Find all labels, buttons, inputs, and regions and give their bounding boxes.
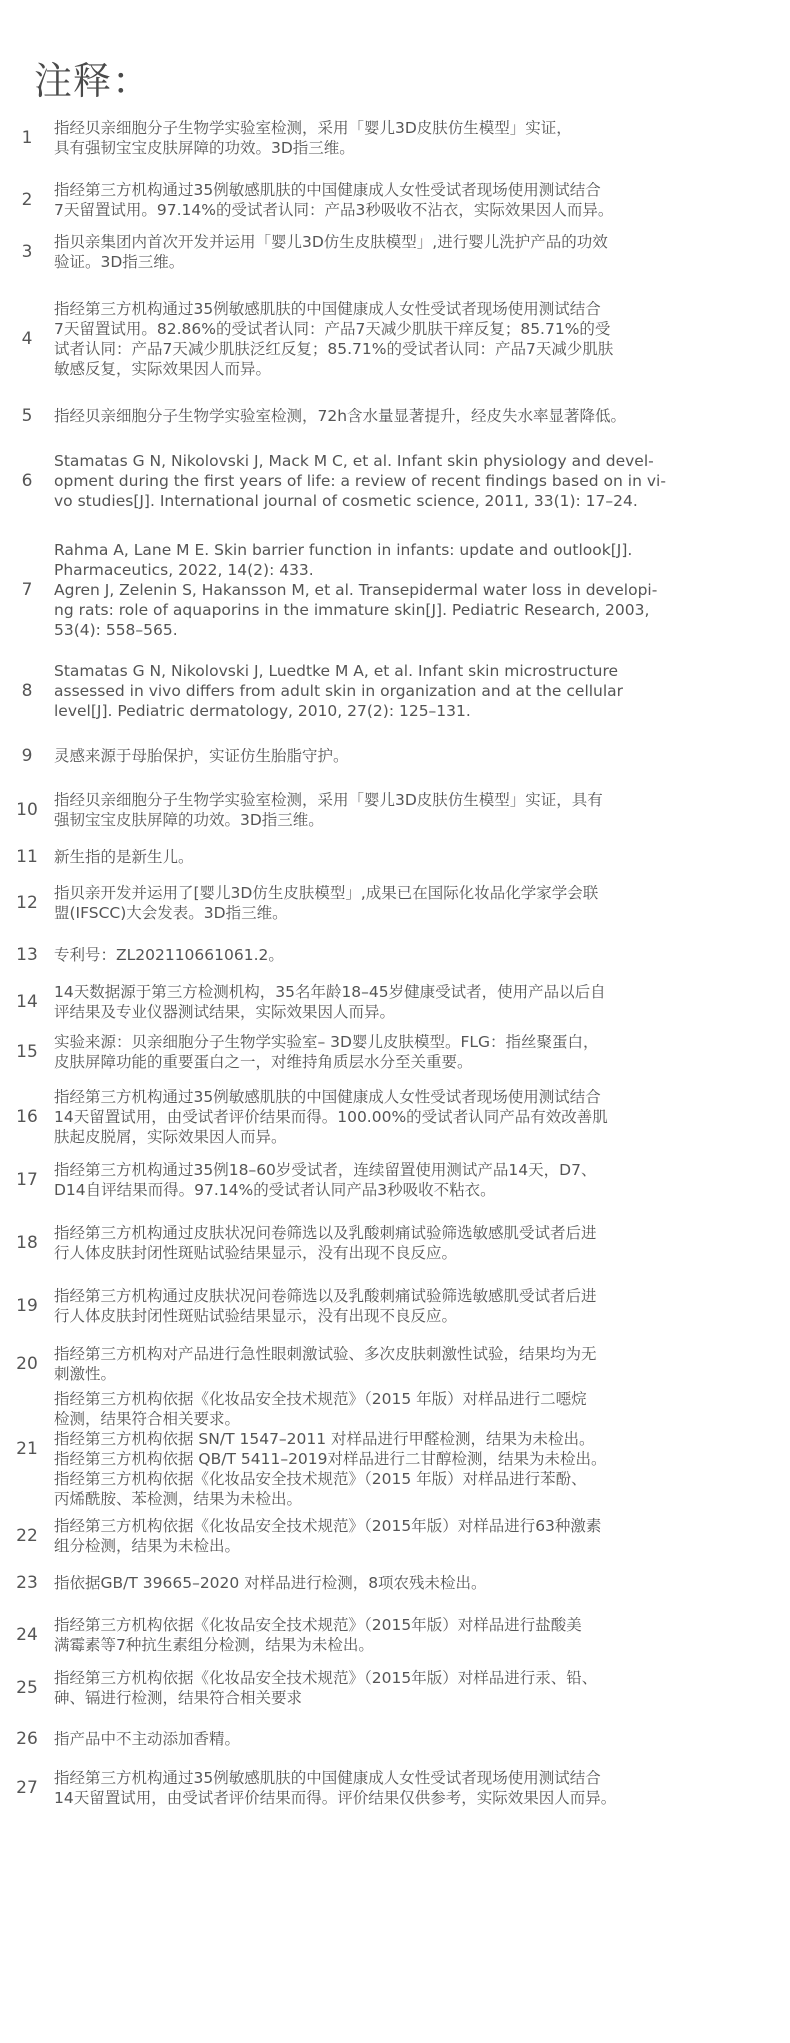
note-number: 14 <box>16 992 38 1012</box>
note-number: 4 <box>21 329 33 349</box>
note-item <box>0 232 790 272</box>
note-item <box>0 1087 790 1147</box>
note-text: Stamatas G N, Nikolovski J, Mack M C, et al. Infant skin physiology and devel- opment during the first years of life: a review of recent findings based on in vi- vo studies[J]. International journal of cosmetic science, 2011, 33(1): 17–24. <box>54 452 666 510</box>
note-number: 1 <box>21 128 33 148</box>
note-item <box>0 1573 790 1593</box>
note-item <box>0 299 790 379</box>
note-text: 指经贝亲细胞分子生物学实验室检测，采用「婴儿3D皮肤仿生模型」实证，具有 强韧宝宝皮肤屏障的功效。3D指三维。 <box>54 791 603 829</box>
note-item <box>0 790 790 830</box>
note-text: Stamatas G N, Nikolovski J, Luedtke M A, et al. Infant skin microstructure assessed in vivo differs from adult skin in organization and at the cellular level[J]. Pediatric dermatology, 2010, 27(2): 125–131. <box>54 662 624 720</box>
note-text: 指经贝亲细胞分子生物学实验室检测，采用「婴儿3D皮肤仿生模型」实证， 具有强韧宝宝皮肤屏障的功效。3D指三维。 <box>54 119 572 157</box>
note-item <box>0 1286 790 1326</box>
note-number: 15 <box>16 1042 38 1062</box>
note-text: Rahma A, Lane M E. Skin barrier function in infants: update and outlook[J]. Pharmaceutics, 2022, 14(2): 433. Agren J, Zelenin S, Hakansson M, et al. Transepidermal water loss in developi- ng rats: role of aquaporins in the immature skin[J]. Pediatric Research, 2003, 53(4): 558–565. <box>54 541 658 639</box>
note-text: 指经第三方机构依据《化妆品安全技术规范》（2015年版）对样品进行63种激素 组分检测，结果为未检出。 <box>54 1517 602 1555</box>
note-number: 27 <box>16 1778 38 1798</box>
note-item <box>0 945 790 965</box>
note-number: 3 <box>21 242 33 262</box>
note-number: 10 <box>16 800 38 820</box>
note-text: 灵感来源于母胎保护，实证仿生胎脂守护。 <box>54 747 349 765</box>
note-number: 2 <box>21 190 33 210</box>
note-number: 19 <box>16 1296 38 1316</box>
note-text: 指经第三方机构通过35例18–60岁受试者，连续留置使用测试产品14天，D7、 D14自评结果而得。97.14%的受试者认同产品3秒吸收不粘衣。 <box>54 1161 597 1199</box>
note-text: 指经第三方机构通过35例敏感肌肤的中国健康成人女性受试者现场使用测试结合 7天留置试用。82.86%的受试者认同：产品7天减少肌肤干痒反复；85.71%的受 试者认同：产品7天减少肌肤泛红反复；85.71%的受试者认同：产品7天减少肌肤 敏感反复，实际效果因人而异。 <box>54 300 614 378</box>
note-item <box>0 1615 790 1655</box>
note-text: 指经第三方机构通过皮肤状况问卷筛选以及乳酸刺痛试验筛选敏感肌受试者后进 行人体皮肤封闭性斑贴试验结果显示，没有出现不良反应。 <box>54 1287 597 1325</box>
note-text: 专利号：ZL202110661061.2。 <box>54 946 284 964</box>
note-text: 14天数据源于第三方检测机构，35名年龄18–45岁健康受试者，使用产品以后自 评结果及专业仪器测试结果，实际效果因人而异。 <box>54 983 606 1021</box>
note-item <box>0 1668 790 1708</box>
note-number: 16 <box>16 1107 38 1127</box>
note-number: 13 <box>16 945 38 965</box>
note-item <box>0 118 790 158</box>
note-text: 指贝亲集团内首次开发并运用「婴儿3D仿生皮肤模型」,进行婴儿洗护产品的功效 验证。3D指三维。 <box>54 233 608 271</box>
note-item <box>0 1223 790 1263</box>
note-item <box>0 1032 790 1072</box>
note-item <box>0 1729 790 1749</box>
note-number: 22 <box>16 1526 38 1546</box>
note-text: 指经第三方机构依据《化妆品安全技术规范》（2015年版）对样品进行盐酸美 满霉素等7种抗生素组分检测，结果为未检出。 <box>54 1616 582 1654</box>
note-text: 指经第三方机构通过35例敏感肌肤的中国健康成人女性受试者现场使用测试结合 14天留置试用，由受试者评价结果而得。评价结果仅供参考，实际效果因人而异。 <box>54 1769 617 1807</box>
page-title: 注释： <box>34 59 152 103</box>
note-number: 17 <box>16 1170 38 1190</box>
note-number: 24 <box>16 1625 38 1645</box>
note-item <box>0 883 790 923</box>
note-item <box>0 1344 790 1384</box>
note-item <box>0 406 790 426</box>
note-text: 指经第三方机构通过35例敏感肌肤的中国健康成人女性受试者现场使用测试结合 14天留置试用，由受试者评价结果而得。100.00%的受试者认同产品有效改善肌 肤起皮脱屑，实际效果因人而异。 <box>54 1088 608 1146</box>
note-text: 指经第三方机构依据《化妆品安全技术规范》（2015 年版）对样品进行二噁烷 检测，结果符合相关要求。 指经第三方机构依据 SN/T 1547–2011 对样品进行甲醛检测，结果为未检出。 指经第三方机构依据 QB/T 5411–2019对样品进行二甘醇检测，结果为未检出。 指经第三方机构依据《化妆品安全技术规范》（2015 年版）对样品进行苯酚、 丙烯酰胺、苯检测，结果为未检出。 <box>54 1390 607 1508</box>
note-number: 11 <box>16 847 38 867</box>
note-text: 新生指的是新生儿。 <box>54 848 194 866</box>
note-text: 指产品中不主动添加香精。 <box>54 1730 241 1748</box>
note-text: 指依据GB/T 39665–2020 对样品进行检测，8项农残未检出。 <box>54 1574 487 1592</box>
note-item <box>0 540 790 640</box>
note-number: 20 <box>16 1354 38 1374</box>
note-item <box>0 180 790 220</box>
note-text: 指经第三方机构依据《化妆品安全技术规范》（2015年版）对样品进行汞、铅、 砷、镉进行检测，结果符合相关要求 <box>54 1669 598 1707</box>
note-number: 8 <box>21 681 33 701</box>
note-item <box>0 746 790 766</box>
note-item <box>0 1389 790 1509</box>
note-text: 指经第三方机构对产品进行急性眼刺激试验、多次皮肤刺激性试验，结果均为无 刺激性。 <box>54 1345 597 1383</box>
note-text: 指贝亲开发并运用了[婴儿3D仿生皮肤模型」,成果已在国际化妆品化学家学会联 盟(IFSCC)大会发表。3D指三维。 <box>54 884 599 922</box>
note-number: 18 <box>16 1233 38 1253</box>
note-item <box>0 847 790 867</box>
note-text: 指经贝亲细胞分子生物学实验室检测，72h含水量显著提升，经皮失水率显著降低。 <box>54 407 627 425</box>
note-number: 6 <box>21 471 33 491</box>
note-item <box>0 1160 790 1200</box>
note-item <box>0 661 790 721</box>
note-text: 指经第三方机构通过皮肤状况问卷筛选以及乳酸刺痛试验筛选敏感肌受试者后进 行人体皮肤封闭性斑贴试验结果显示，没有出现不良反应。 <box>54 1224 597 1262</box>
note-number: 21 <box>16 1439 38 1459</box>
note-item <box>0 982 790 1022</box>
note-number: 5 <box>21 406 33 426</box>
note-number: 26 <box>16 1729 38 1749</box>
note-item <box>0 1516 790 1556</box>
note-text: 实验来源：贝亲细胞分子生物学实验室– 3D婴儿皮肤模型。FLG：指丝聚蛋白， 皮肤屏障功能的重要蛋白之一，对维持角质层水分至关重要。 <box>54 1033 599 1071</box>
note-number: 23 <box>16 1573 38 1593</box>
note-item <box>0 451 790 511</box>
note-number: 25 <box>16 1678 38 1698</box>
note-text: 指经第三方机构通过35例敏感肌肤的中国健康成人女性受试者现场使用测试结合 7天留置试用。97.14%的受试者认同：产品3秒吸收不沾衣，实际效果因人而异。 <box>54 181 614 219</box>
note-number: 7 <box>21 580 33 600</box>
note-number: 9 <box>21 746 33 766</box>
note-number: 12 <box>16 893 38 913</box>
note-item <box>0 1768 790 1808</box>
